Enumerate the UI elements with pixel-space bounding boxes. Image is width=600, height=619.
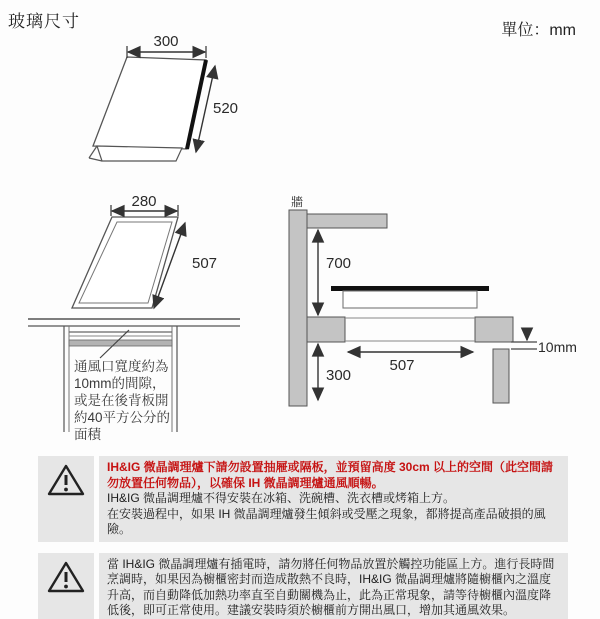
- gap-label: 10mm: [538, 339, 577, 355]
- glass-top-view: [89, 33, 238, 161]
- cutout-view: [72, 193, 217, 308]
- clearance-above-label: 700: [326, 255, 352, 272]
- vent-note-line: 或是在後背板開: [74, 393, 169, 408]
- wall-label: 牆: [291, 195, 304, 209]
- counter-left: [307, 317, 345, 342]
- warning-triangle-icon: [47, 463, 85, 497]
- page-title: 玻璃尺寸: [8, 12, 80, 31]
- glass-base: [97, 146, 182, 161]
- counter-right: [475, 317, 513, 342]
- warning-triangle-icon: [47, 560, 85, 594]
- warning-text-cell: [99, 553, 568, 619]
- glass-width-label: 300: [153, 33, 179, 50]
- installation-side-view: [289, 194, 577, 406]
- opening-width-label: 507: [389, 357, 415, 374]
- glass-depth-label: 520: [213, 100, 239, 117]
- side-panel: [493, 349, 509, 403]
- warning-text-paragraph: 當 IH&IG 微晶調理爐有插電時，請勿將任何物品放置於觸控功能區上方。進行長時間烹調時，如果因為櫥櫃密封而造成散熱不良時，IH&IG 微晶調理爐將隨櫥櫃內之溫度升高，而自動降低加熱功率直至自動關機為止，此為正常現象，請等待櫥櫃內溫度降低後，即可正常使用。建議安裝時須於櫥櫃前方開出風口，增加其通風效果。: [107, 556, 555, 617]
- warning-text-cell: [99, 456, 568, 542]
- warning-row-1: [38, 456, 568, 542]
- cooktop-body: [343, 291, 477, 308]
- warning-icon-cell: [38, 456, 94, 542]
- warning-row-2: [38, 553, 568, 619]
- warnings-section: [38, 456, 568, 619]
- cooktop-glass: [331, 286, 489, 291]
- cutout-width-label: 280: [131, 193, 157, 210]
- warning-text-line: 在安裝過程中，如果 IH 微晶調理爐發生傾斜或受壓之現象，都將提高產品破損的風險。: [107, 506, 546, 536]
- vent-note-line: 約40平方公分的: [74, 410, 171, 425]
- vent-gap-band: [69, 340, 172, 346]
- unit-label: 單位：mm: [501, 22, 576, 39]
- warning-highlight-text: IH&IG 微晶調理爐下請勿設置抽屜或隔板，並預留高度 30cm 以上的空間（此空間請勿放置任何物品），以確保 IH 微晶調理爐通風順暢。: [107, 460, 554, 490]
- cabinet-section-view: [28, 319, 240, 442]
- wall-bar: [289, 210, 307, 406]
- vent-note-line: 面積: [74, 427, 101, 442]
- hood-bar: [307, 214, 387, 228]
- warning-icon-cell: [38, 553, 94, 619]
- cutout-depth-label: 507: [192, 255, 218, 272]
- vent-note-line: 10mm的間隙，: [74, 376, 166, 391]
- vent-note-line: 通風口寬度約為: [74, 359, 169, 374]
- clearance-below-label: 300: [326, 367, 352, 384]
- warning-text-line: IH&IG 微晶調理爐不得安裝在冰箱、洗碗槽、洗衣槽或烤箱上方。: [107, 491, 456, 505]
